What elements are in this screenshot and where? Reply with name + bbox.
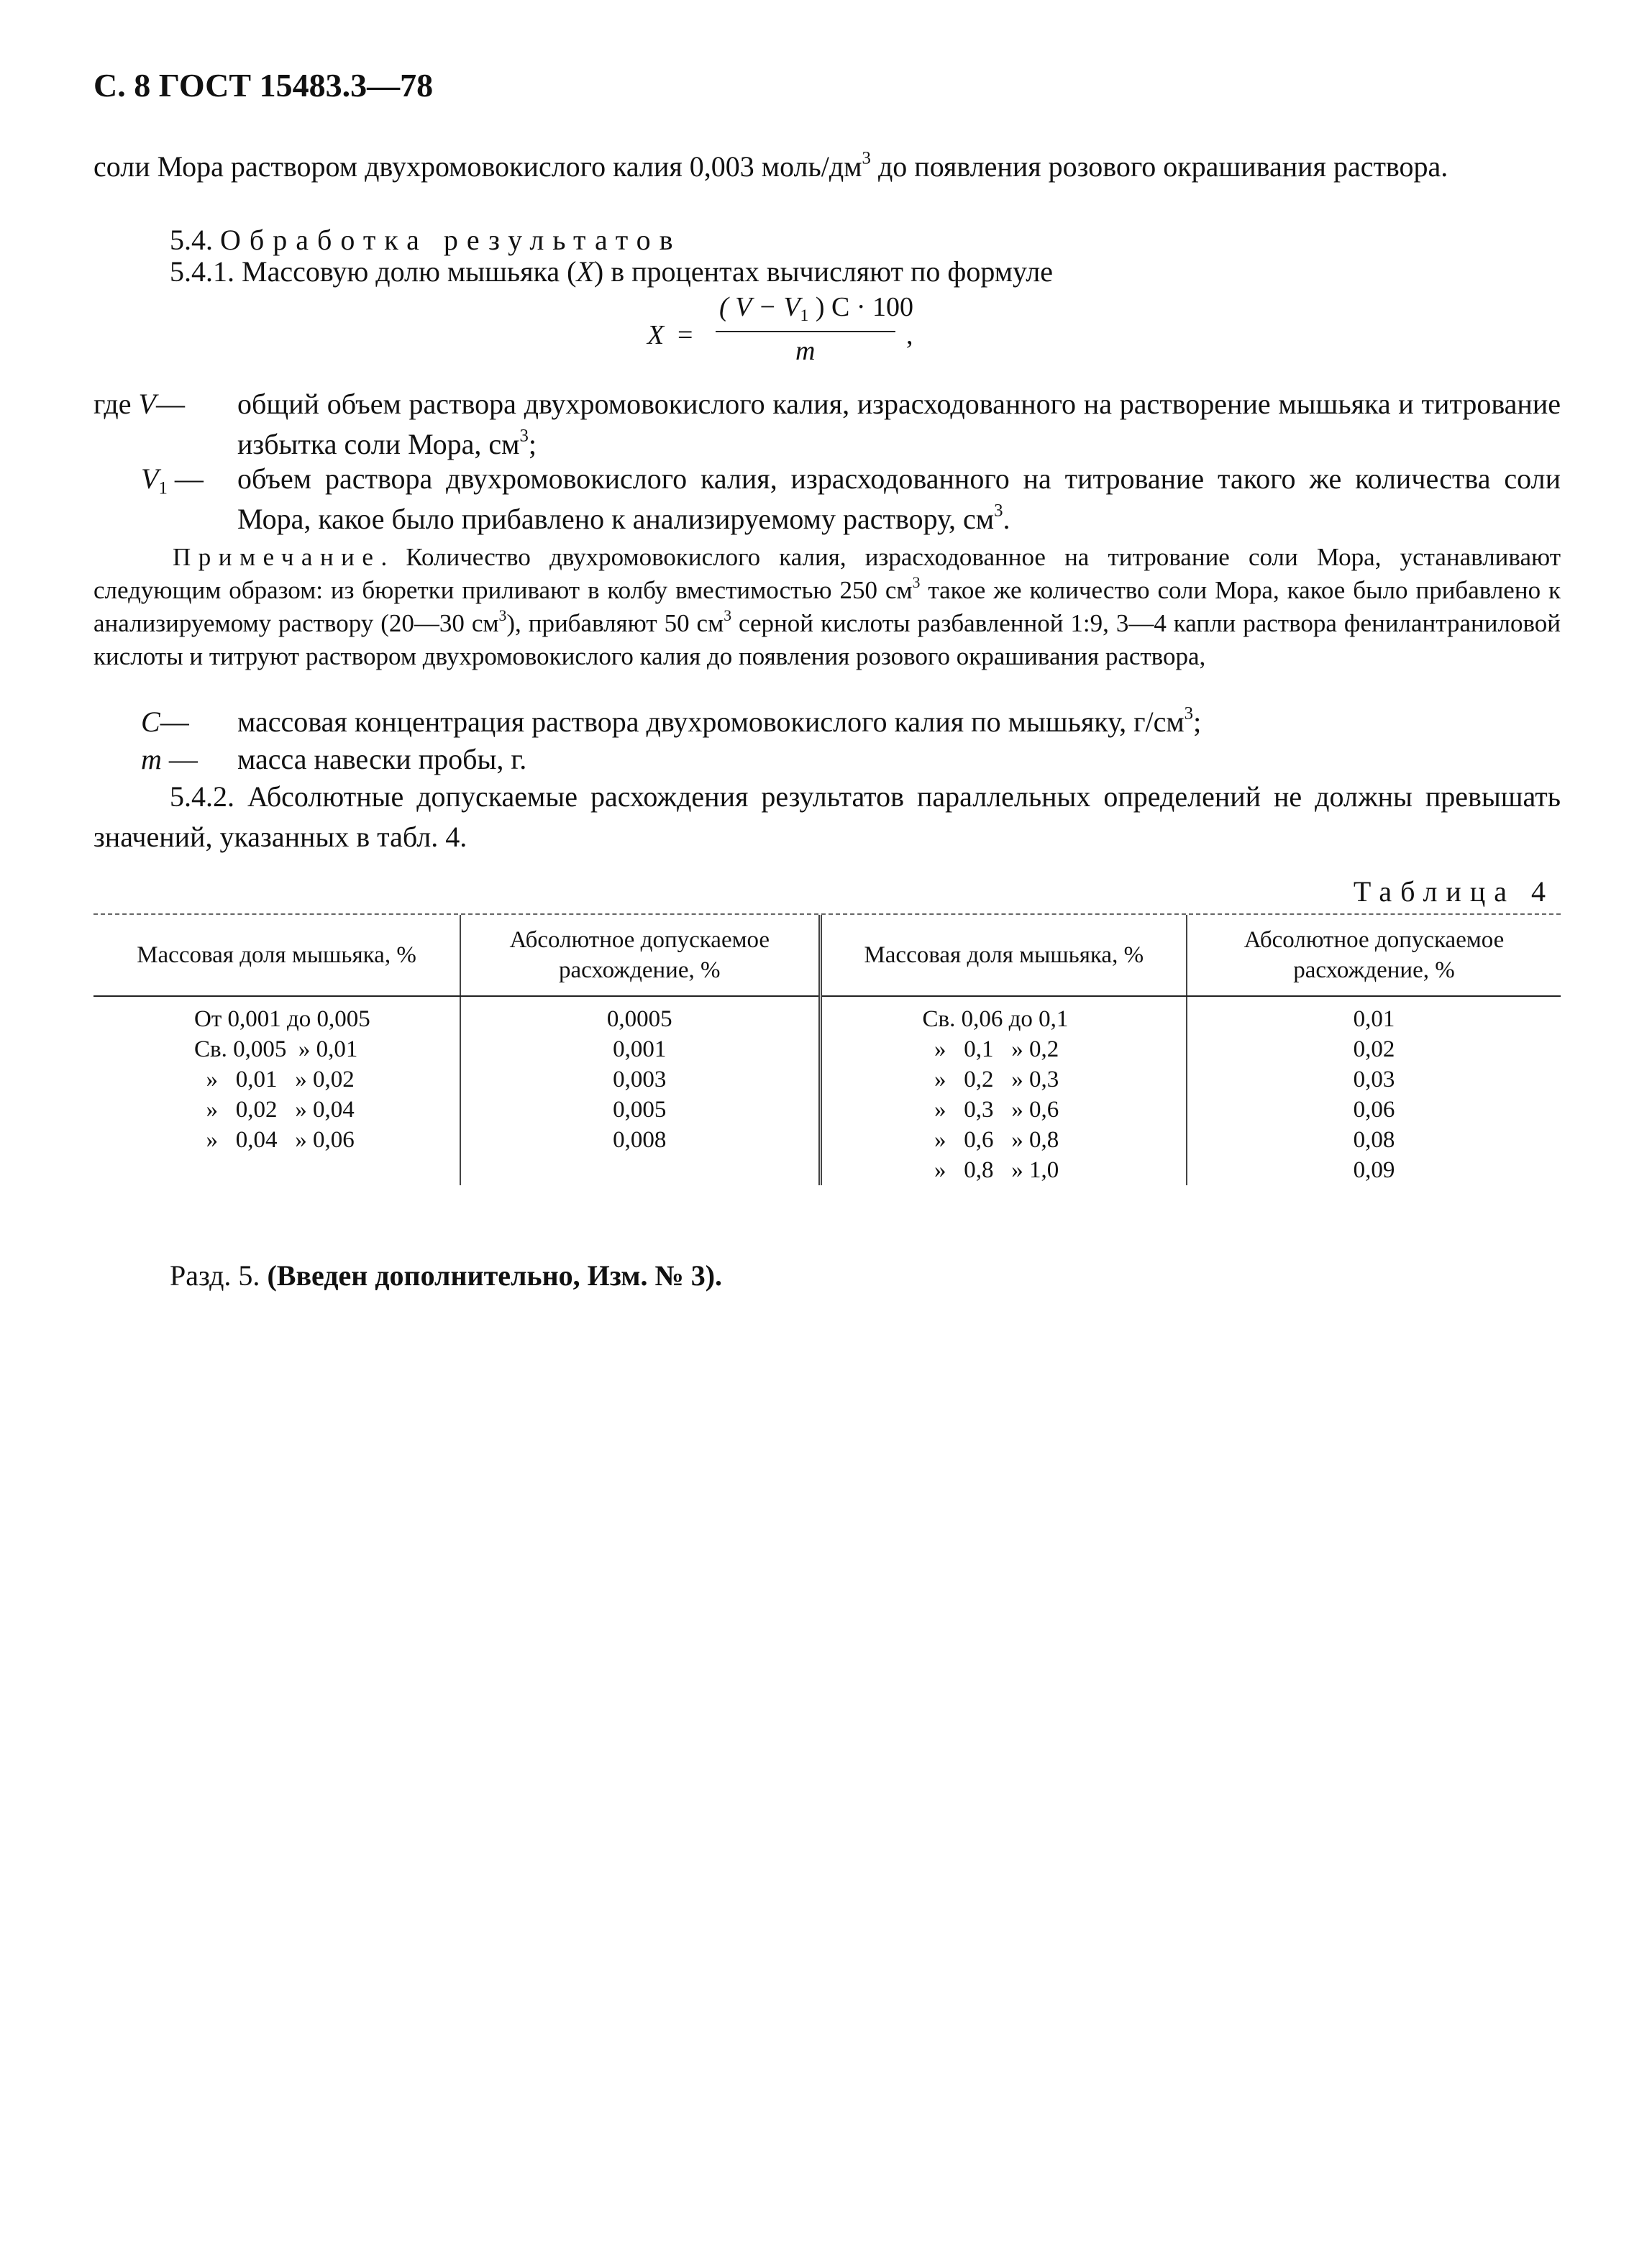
section-5-4-1-text-2: ) в процентах вычисляют по формуле [593, 255, 1053, 288]
table-cell [460, 1155, 820, 1185]
table-cell: 0,0005 [460, 996, 820, 1034]
formula-numerator [719, 291, 913, 326]
table-row [93, 996, 1561, 1034]
definition-m-body: масса навески пробы, г. [237, 743, 527, 775]
definition-c-sup: 3 [1184, 703, 1194, 724]
section-5-4-1-text-1: 5.4.1. Массовую долю мышьяка ( [170, 255, 577, 288]
note-sup-1: 3 [912, 573, 921, 591]
table-row [93, 1095, 1561, 1125]
definition-m-prefix [141, 739, 198, 780]
definition-v1-end: . [1003, 503, 1010, 535]
table-cell: Св. 0,06 до 0,1 [820, 996, 1187, 1034]
note-text-1: . Количество двухромовокислого калия, израсходованное на титрование соли Мора, устанавливают следующим образом: из бюретки приливают в колбу вместимостью 250 см [93, 543, 1561, 604]
table-cell: » 0,1 » 0,2 [820, 1034, 1187, 1064]
table-header-cell: Абсолютное допускаемое расхождение, % [460, 915, 820, 996]
definition-v-text [237, 384, 1561, 465]
table-cell: 0,005 [460, 1095, 820, 1125]
definition-c-text [237, 702, 1561, 742]
table-header-cell: Массовая доля мышьяка, % [820, 915, 1187, 996]
table-cell: » 0,3 » 0,6 [820, 1095, 1187, 1125]
table-row [93, 1155, 1561, 1185]
table-caption: Таблица 4 [1353, 875, 1554, 908]
definition-v1-dash: — [174, 462, 204, 495]
formula-numerator-main: ( V − V [719, 292, 800, 322]
definition-v-prefix [93, 384, 185, 424]
page-header: С. 8 ГОСТ 15483.3—78 [93, 67, 434, 104]
section-5-4-1-var: X [576, 255, 594, 288]
table-cell: 0,03 [1353, 1067, 1395, 1092]
formula-fraction-bar [716, 331, 895, 332]
section-footer [170, 1256, 722, 1296]
intro-paragraph [93, 147, 1561, 187]
section-5-4-number: 5.4. [170, 224, 213, 256]
section-5-4-title: Обработка результатов [220, 224, 682, 256]
footer-bold: (Введен дополнительно, Изм. № 3). [267, 1259, 723, 1292]
table-cell: » 0,02 » 0,04 [93, 1095, 460, 1125]
definition-v1-sub: 1 [158, 478, 168, 498]
definition-c-symbol: C [141, 706, 160, 738]
definition-v1-sup: 3 [994, 501, 1003, 521]
table-cell [93, 1155, 460, 1185]
table-header-cell: Абсолютное допускаемое расхождение, % [1187, 915, 1561, 996]
table-cell: 0,09 [1353, 1157, 1395, 1183]
table-cell: 0,001 [460, 1034, 820, 1064]
definition-v-symbol: V [138, 388, 156, 420]
note-text-4: серной кислоты разбавленной 1:9, 3—4 капли раствора фенилантраниловой кислоты и титруют раствором двухромовокислого калия до появления розового окрашивания раствора, [93, 609, 1561, 670]
table-cell: 0,01 [1353, 1006, 1395, 1032]
note-paragraph [93, 541, 1561, 673]
definition-v-end: ; [528, 428, 537, 460]
definition-c-end: ; [1193, 706, 1202, 738]
table-cell: Св. 0,005 » 0,01 [93, 1034, 460, 1064]
note-text-3: ), прибавляют 50 см [506, 609, 724, 637]
definition-v1-symbol: V [141, 462, 159, 495]
formula-numerator-sub: 1 [800, 306, 809, 326]
table-cell: 0,02 [1353, 1036, 1395, 1062]
formula-lhs: X [647, 320, 665, 350]
table-cell: » 0,01 » 0,02 [93, 1064, 460, 1095]
definition-m-symbol: m [141, 743, 162, 775]
table-4-wrapper [93, 913, 1561, 1185]
table-header-cell: Массовая доля мышьяка, % [93, 915, 460, 996]
table-cell: 0,08 [1353, 1127, 1395, 1153]
note-sup-2: 3 [498, 606, 507, 624]
definition-c-prefix [141, 702, 189, 742]
footer-prefix: Разд. 5. [170, 1259, 268, 1292]
table-cell: » 0,6 » 0,8 [820, 1125, 1187, 1155]
definition-c-body: массовая концентрация раствора двухромовокислого калия по мышьяку, г/см [237, 706, 1185, 738]
table-cell: 0,06 [1353, 1097, 1395, 1123]
definition-v1-text [237, 459, 1561, 539]
definition-v-dash: — [155, 388, 185, 420]
definition-where: где [93, 388, 132, 420]
intro-sup: 3 [862, 148, 871, 168]
note-sup-3: 3 [724, 606, 732, 624]
table-cell: 0,003 [460, 1064, 820, 1095]
definition-v-sup: 3 [519, 426, 529, 446]
intro-text-2: до появления розового окрашивания раствора. [870, 150, 1448, 183]
table-cell: От 0,001 до 0,005 [93, 996, 460, 1034]
table-4 [93, 915, 1561, 1185]
definition-m-dash: — [168, 743, 198, 775]
definition-v-body: общий объем раствора двухромовокислого калия, израсходованного на растворение мышьяка и титрование избытка соли Мора, см [237, 388, 1561, 460]
table-cell: 0,008 [460, 1125, 820, 1155]
table-row [93, 1064, 1561, 1095]
table-cell: » 0,8 » 1,0 [820, 1155, 1187, 1185]
note-text-2: такое же количество соли Мора, какое было прибавлено к анализируемому раствору (20—30 см [93, 576, 1561, 637]
definition-c-dash: — [160, 706, 189, 738]
table-row [93, 1125, 1561, 1155]
formula-comma: , [906, 320, 913, 350]
formula-numerator-rest: ) C · 100 [815, 292, 913, 322]
formula-x [633, 288, 1007, 367]
formula-denominator: m [795, 336, 816, 366]
table-cell: » 0,2 » 0,3 [820, 1064, 1187, 1095]
intro-text-1: соли Мора раствором двухромовокислого калия 0,003 моль/дм [93, 150, 862, 183]
formula-equals: = [677, 320, 693, 350]
definition-v1-body: объем раствора двухромовокислого калия, израсходованного на титрование такого же количества соли Мора, какое было прибавлено к анализируемому раствору, см [237, 462, 1561, 535]
note-label: Примечание [173, 543, 381, 571]
definition-m-text [237, 739, 526, 780]
table-row [93, 1034, 1561, 1064]
section-5-4-1 [170, 252, 1053, 292]
section-5-4-2: 5.4.2. Абсолютные допускаемые расхождения результатов параллельных определений не должны превышать значений, указанных в табл. 4. [93, 780, 1561, 853]
definition-v1-prefix [141, 459, 204, 499]
table-header-row [93, 915, 1561, 996]
table-cell: » 0,04 » 0,06 [93, 1125, 460, 1155]
